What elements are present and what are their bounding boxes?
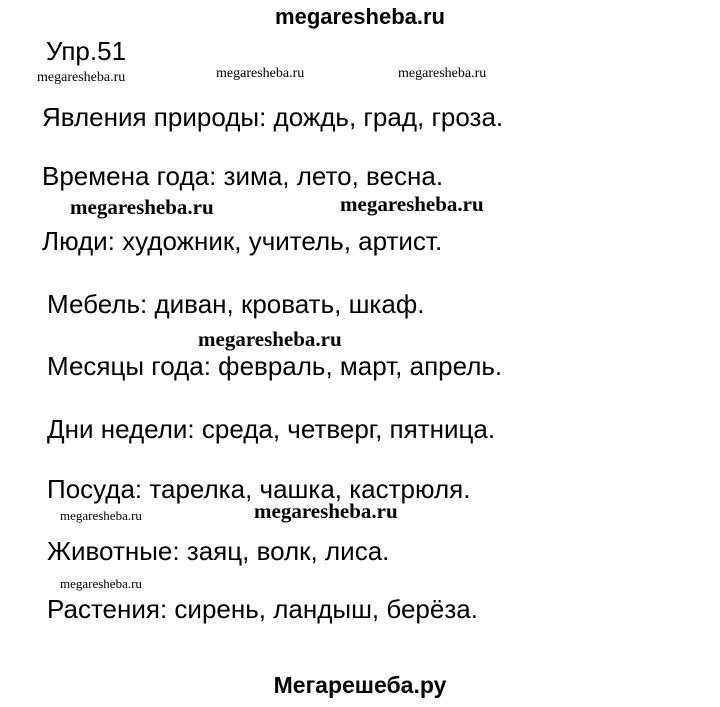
watermark-top: megaresheba.ru (275, 4, 445, 29)
exercise-line: Месяцы года: февраль, март, апрель. (47, 351, 503, 381)
watermark-small: megaresheba.ru (37, 70, 126, 85)
exercise-line: Животные: заяц, волк, лиса. (47, 536, 390, 566)
exercise-line: Времена года: зима, лето, весна. (42, 161, 444, 191)
watermark-tiny: megaresheba.ru (60, 508, 142, 523)
footer-brand: Мегарешеба.ру (273, 672, 447, 698)
exercise-line: Мебель: диван, кровать, шкаф. (47, 289, 425, 319)
watermark-small: megaresheba.ru (216, 66, 305, 81)
exercise-line: Явления природы: дождь, град, гроза. (42, 102, 504, 132)
exercise-title: Упр.51 (46, 36, 127, 66)
exercise-line: Растения: сирень, ландыш, берёза. (47, 594, 478, 624)
watermark-small: megaresheba.ru (398, 66, 487, 81)
exercise-line: Дни недели: среда, четверг, пятница. (47, 414, 496, 444)
watermark-bold: megaresheba.ru (340, 192, 484, 216)
exercise-line: Посуда: тарелка, чашка, кастрюля. (47, 474, 471, 504)
watermark-tiny: megaresheba.ru (60, 576, 142, 591)
exercise-line: Люди: художник, учитель, артист. (42, 226, 443, 256)
watermark-bold: megaresheba.ru (198, 327, 342, 351)
watermark-bold: megaresheba.ru (70, 195, 214, 219)
watermark-bold: megaresheba.ru (254, 499, 398, 523)
